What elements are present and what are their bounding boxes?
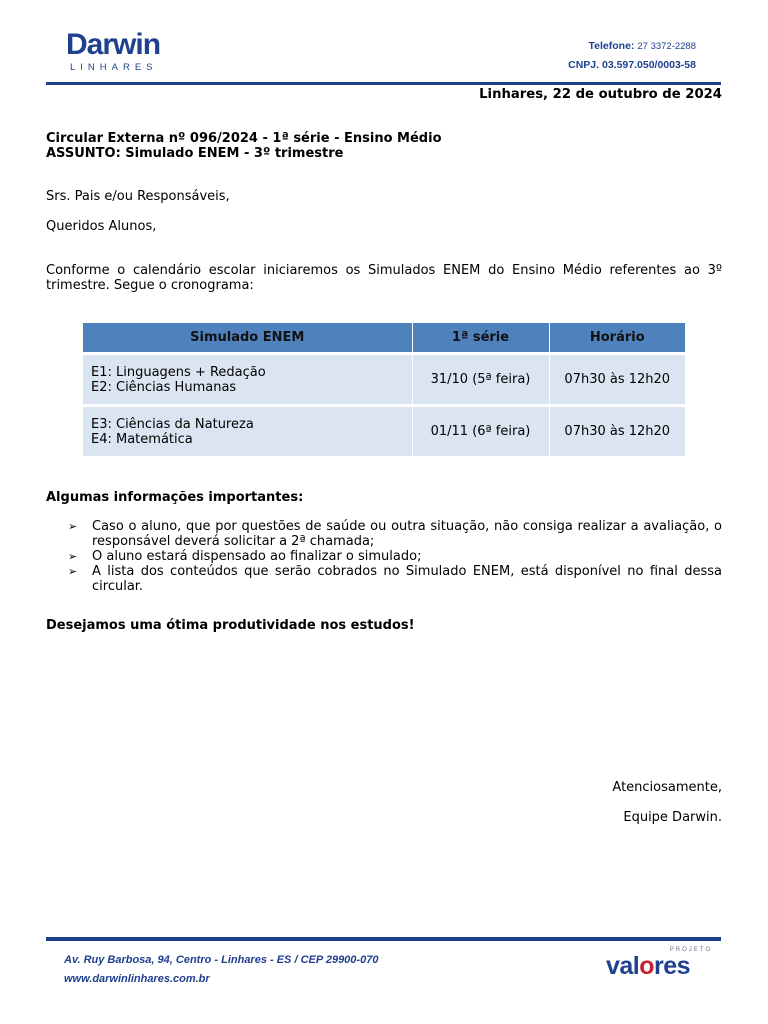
project-name xyxy=(606,952,690,980)
table-header-row xyxy=(83,323,685,354)
arrow-bullet-icon: ➢ xyxy=(68,550,78,563)
time-cell: 07h30 às 12h20 xyxy=(549,406,685,457)
subject-label: ASSUNTO xyxy=(46,146,116,161)
intro-paragraph: Conforme o calendário escolar iniciaremos os Simulados ENEM do Ensino Médio referentes ao 3º trimestre. Segue o cronograma: xyxy=(46,263,722,293)
greeting-students: Queridos Alunos, xyxy=(46,219,157,234)
exam-cell xyxy=(83,406,412,457)
subject-text: : Simulado ENEM - 3º trimestre xyxy=(115,146,344,161)
date-cell: 01/11 (6ª feira) xyxy=(412,406,549,457)
list-item-text: A lista dos conteúdos que serão cobrados no Simulado ENEM, está disponível no final dessa circular. xyxy=(92,564,722,594)
arrow-bullet-icon: ➢ xyxy=(68,565,78,578)
header-divider xyxy=(46,82,721,85)
logo-brand-text: Darwin xyxy=(66,28,161,61)
project-name-start: val xyxy=(606,952,640,980)
signature-greeting: Atenciosamente, xyxy=(612,780,722,795)
document-date: Linhares, 22 de outubro de 2024 xyxy=(479,87,722,102)
table-row xyxy=(83,406,685,457)
schedule-table xyxy=(83,323,685,456)
info-list xyxy=(46,519,722,594)
cnpj-line: CNPJ. 03.597.050/0003-58 xyxy=(568,59,696,71)
date-cell: 31/10 (5ª feira) xyxy=(412,354,549,406)
exam-line: E3: Ciências da Natureza xyxy=(91,416,254,432)
footer-divider xyxy=(46,937,721,941)
list-item xyxy=(46,564,722,594)
column-header-time: Horário xyxy=(549,323,685,354)
list-item-text: Caso o aluno, que por questões de saúde ou outra situação, não consiga realizar a avaliação, o responsável deverá solicitar a 2ª chamada; xyxy=(92,519,722,549)
phone-value: 27 3372-2288 xyxy=(637,41,696,52)
project-name-o: o xyxy=(639,952,655,980)
exam-cell xyxy=(83,354,412,406)
list-item xyxy=(46,549,722,564)
circular-title: Circular Externa nº 096/2024 - 1ª série - Ensino Médio xyxy=(46,131,442,146)
info-heading: Algumas informações importantes: xyxy=(46,490,304,505)
closing-message: Desejamos uma ótima produtividade nos estudos! xyxy=(46,618,415,633)
arrow-bullet-icon: ➢ xyxy=(68,520,78,533)
time-cell: 07h30 às 12h20 xyxy=(549,354,685,406)
circular-subject xyxy=(46,146,722,161)
greeting-parents: Srs. Pais e/ou Responsáveis, xyxy=(46,189,230,204)
darwin-logo xyxy=(66,30,166,76)
footer-contact xyxy=(64,951,378,989)
column-header-grade: 1ª série xyxy=(412,323,549,354)
footer-address: Av. Ruy Barbosa, 94, Centro - Linhares - ES / CEP 29900-070 xyxy=(64,954,379,966)
list-item-text: O aluno estará dispensado ao finalizar o simulado; xyxy=(92,549,422,564)
phone-line xyxy=(568,37,696,56)
exam-line: E2: Ciências Humanas xyxy=(91,379,237,395)
column-header-exam: Simulado ENEM xyxy=(83,323,412,354)
signature-name: Equipe Darwin. xyxy=(623,810,722,825)
project-label: PROJETO xyxy=(669,947,712,953)
footer-website[interactable]: www.darwinlinhares.com.br xyxy=(64,973,210,985)
exam-line: E1: Linguagens + Redação xyxy=(91,364,266,380)
phone-label: Telefone: xyxy=(588,40,635,52)
exam-line: E4: Matemática xyxy=(91,431,193,447)
list-item xyxy=(46,519,722,549)
logo-sub-text: LINHARES xyxy=(70,62,158,73)
valores-logo xyxy=(606,947,718,983)
circular-title-block xyxy=(46,131,722,161)
table-row xyxy=(83,354,685,406)
project-name-end: res xyxy=(654,952,691,980)
contact-info xyxy=(568,37,696,75)
